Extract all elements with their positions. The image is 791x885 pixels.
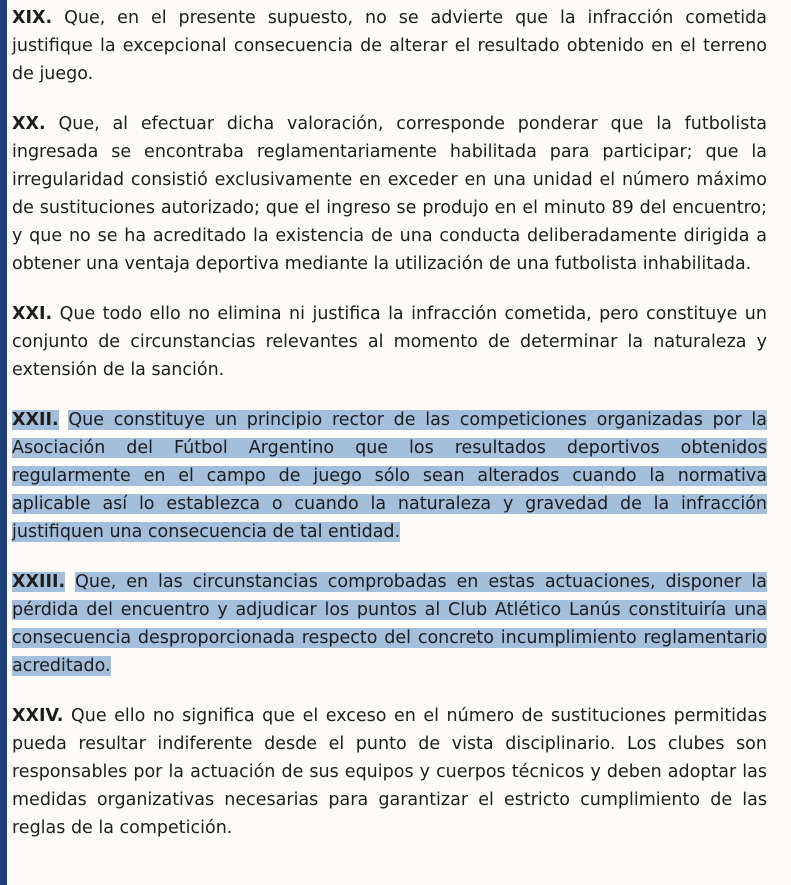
paragraph-xxiii — [12, 568, 767, 680]
paragraph-text: Que ello no significa que el exceso en el número de sustituciones permitidas pueda resultar indiferente desde el punto de vista disciplinario. Los clubes son responsables por la actuación de sus equipos y cuerpos técnicos y deben adoptar las medidas organizativas necesarias para garantizar el estricto cumplimiento de las reglas de la competición. — [12, 706, 767, 838]
document-body — [12, 4, 767, 864]
paragraph-text: Que, en las circunstancias comprobadas en estas actuaciones, disponer la pérdida del encuentro y adjudicar los puntos al Club Atlético Lanús constituiría una consecuencia desproporcionada respecto del concreto incumplimiento reglamentario acreditado. — [12, 572, 767, 676]
paragraph-text: Que, al efectuar dicha valoración, corresponde ponderar que la futbolista ingresada se encontraba reglamentariamente habilitada para participar; que la irregularidad consistió exclusivamente en exceder en una unidad el número máximo de sustituciones autorizado; que el ingreso se produjo en el minuto 89 del encuentro; y que no se ha acreditado la existencia de una conducta deliberadamente dirigida a obtener una ventaja deportiva mediante la utilización de una futbolista inhabilitada. — [12, 114, 767, 274]
paragraph-xxi — [12, 300, 767, 384]
paragraph-xx — [12, 110, 767, 278]
paragraph-number: XXII. — [12, 410, 59, 430]
paragraph-text: Que todo ello no elimina ni justifica la infracción cometida, pero constituye un conjunto de circunstancias relevantes al momento de determinar la naturaleza y extensión de la sanción. — [12, 304, 767, 380]
paragraph-text: Que, en el presente supuesto, no se advierte que la infracción cometida justifique la excepcional consecuencia de alterar el resultado obtenido en el terreno de juego. — [12, 8, 767, 84]
paragraph-xix — [12, 4, 767, 88]
left-accent-rule — [0, 0, 7, 885]
paragraph-number: XXIV. — [12, 706, 64, 726]
paragraph-text: Que constituye un principio rector de las competiciones organizadas por la Asociación del Fútbol Argentino que los resultados deportivos obtenidos regularmente en el campo de juego sólo sean alterados cuando la normativa aplicable así lo establezca o cuando la naturaleza y gravedad de la infracción justifiquen una consecuencia de tal entidad. — [12, 410, 767, 542]
paragraph-number: XIX. — [12, 8, 53, 28]
paragraph-xxii — [12, 406, 767, 546]
paragraph-number: XXI. — [12, 304, 53, 324]
paragraph-xxiv — [12, 702, 767, 842]
paragraph-number: XXIII. — [12, 572, 66, 592]
paragraph-number: XX. — [12, 114, 46, 134]
